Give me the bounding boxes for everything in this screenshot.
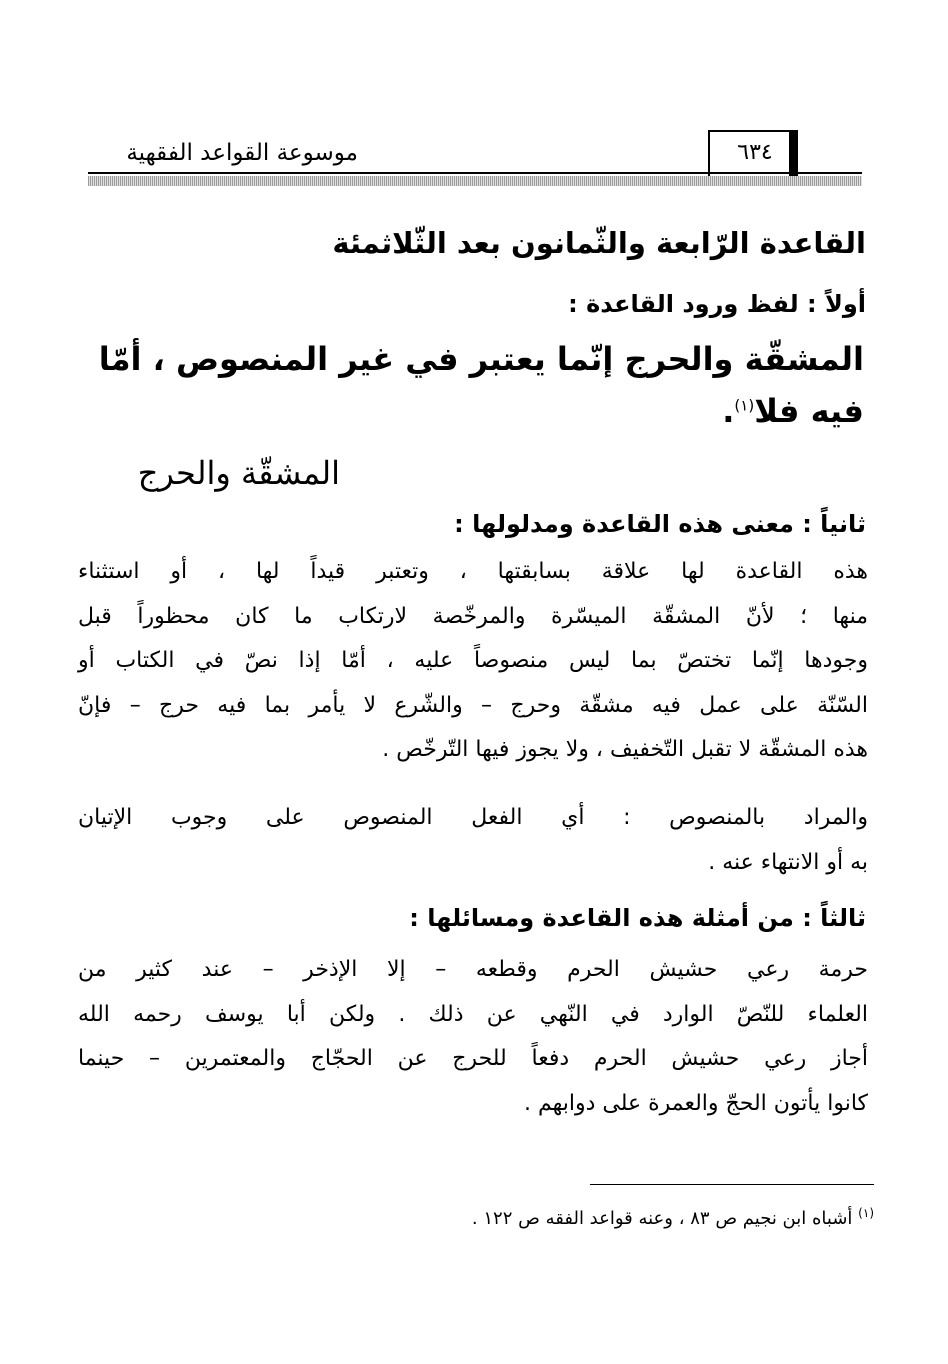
rule-heading: القاعدة الرّابعة والثّمانون بعد الثّلاثمئة — [332, 226, 866, 260]
text-line: به أو الانتهاء عنه . — [708, 849, 868, 875]
section-heading-1: أولاً : لفظ ورود القاعدة : — [568, 290, 866, 318]
text-line: منها ؛ لأنّ المشقّة الميسّرة والمرخّصة لارتكاب ما كان محظوراً قبل — [78, 603, 868, 629]
footnote-marker: (١) — [858, 1206, 874, 1220]
text-line: حرمة رعي حشيش الحرم وقطعه – إلا الإذخر – عند كثير من — [78, 957, 868, 982]
footnote — [472, 1206, 874, 1229]
text-line: والمراد بالمنصوص : أي الفعل المنصوص على وجوب الإتيان — [78, 805, 868, 830]
footnote-separator — [590, 1184, 874, 1185]
running-header-title: موسوعة القواعد الفقهية — [126, 140, 358, 166]
header-rule — [88, 172, 862, 174]
rule-text-line-2 — [722, 392, 864, 430]
text-line: السّنّة على عمل فيه مشقّة وحرج – والشّرع لا يأمر بما فيه حرج – فإنّ — [78, 692, 868, 718]
section-heading-3: ثالثاً : من أمثلة هذه القاعدة ومسائلها : — [409, 904, 866, 932]
text-line: أجاز رعي حشيش الحرم دفعاً للحرج عن الحجّاج والمعتمرين – حينما — [78, 1046, 868, 1071]
text-line: العلماء للنّصّ الوارد في النّهي عن ذلك . ولكن أبا يوسف رحمه الله — [78, 1001, 868, 1027]
rule-text-line-2-body: فيه فلا — [754, 392, 864, 430]
section-heading-2: ثانياً : معنى هذه القاعدة ومدلولها : — [454, 510, 866, 538]
paragraph-examples — [78, 948, 868, 1126]
paragraph-meaning — [78, 550, 868, 773]
paragraph-definition — [78, 796, 868, 885]
rule-text-end: . — [722, 392, 735, 430]
text-line: وجودها إنّما تختصّ بما ليس منصوصاً عليه ، أمّا إذا نصّ في الكتاب أو — [78, 648, 868, 673]
calligraphy-title: المشقّة والحرج — [137, 454, 340, 492]
text-line: هذه القاعدة لها علاقة بسابقتها ، وتعتبر قيداً لها ، أو استثناء — [78, 559, 868, 584]
text-line: هذه المشقّة لا تقبل التّخفيف ، ولا يجوز فيها التّرخّص . — [382, 737, 868, 762]
header-band — [88, 176, 862, 186]
text-line: كانوا يأتون الحجّ والعمرة على دوابهم . — [523, 1090, 868, 1116]
footnote-text: أشباه ابن نجيم ص ٨٣ ، وعنه قواعد الفقه ص ١٢٢ . — [471, 1208, 853, 1229]
rule-text-line-1: المشقّة والحرج إنّما يعتبر في غير المنصوص ، أمّا — [98, 340, 864, 378]
page-number: ٦٣٤ — [737, 140, 773, 165]
footnote-ref: (١) — [734, 396, 755, 415]
